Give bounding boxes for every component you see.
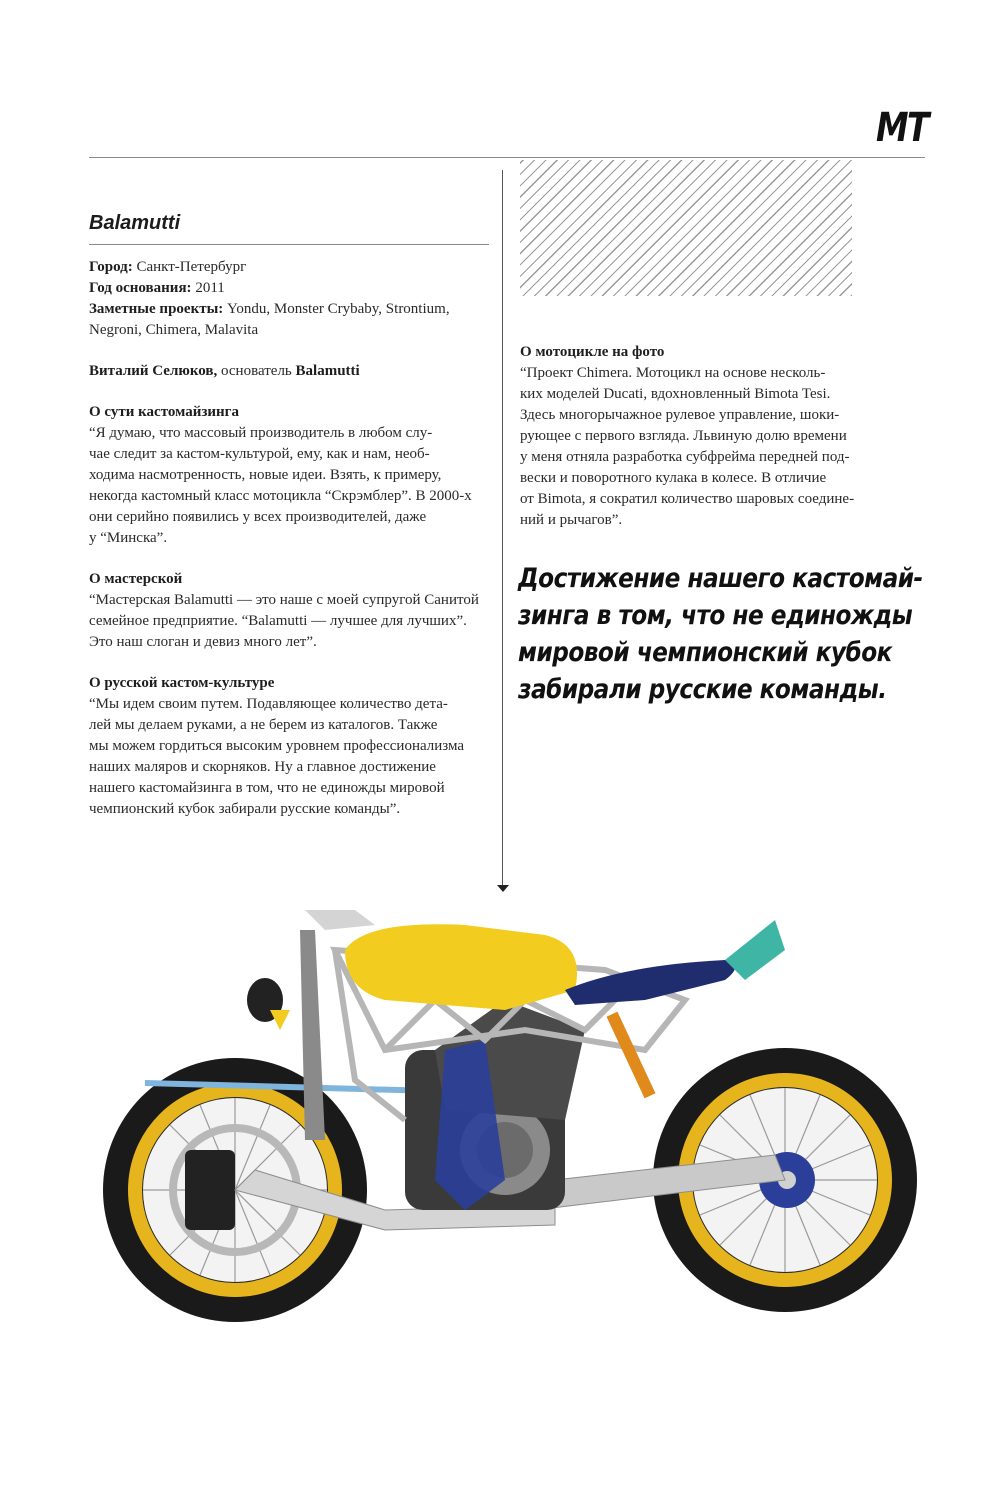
left-column bbox=[89, 208, 489, 820]
body-line: рующее с первого взгляда. Львиную долю времени bbox=[520, 428, 847, 444]
section-heading: О мотоцикле на фото bbox=[520, 344, 665, 360]
body-line: у “Минска”. bbox=[89, 530, 168, 546]
body-line: вески и поворотного кулака в колесе. В отличие bbox=[520, 470, 827, 486]
fact-label: Город: bbox=[89, 259, 133, 275]
fact-label: Заметные проекты: bbox=[89, 301, 224, 317]
fact-value: 2011 bbox=[191, 280, 225, 296]
fact-value: Санкт-Петербург bbox=[132, 259, 247, 275]
body-line: чае следит за кастом-культурой, ему, как и нам, необ- bbox=[89, 446, 430, 462]
body-line: ходима насмотренность, новые идеи. Взять, к примеру, bbox=[89, 467, 442, 483]
fact-projects-cont: Negroni, Chimera, Malavita bbox=[89, 322, 259, 338]
body-line: ний и рычагов”. bbox=[520, 512, 623, 528]
fact-projects bbox=[89, 299, 489, 320]
fact-value: Yondu, Monster Crybaby, Strontium, bbox=[223, 301, 450, 317]
body-line: “Проект Chimera. Мотоцикл на основе несколь- bbox=[520, 365, 826, 381]
body-line: “Я думаю, что массовый производитель в любом слу- bbox=[89, 425, 433, 441]
body-line: нашего кастомайзинга в том, что не единожды мировой bbox=[89, 780, 445, 796]
body-line: от Bimota, я сократил количество шаровых соедине- bbox=[520, 491, 855, 507]
pull-quote-line: зинга в том, что не единожды bbox=[518, 600, 913, 631]
section-heading: О сути кастомайзинга bbox=[89, 404, 239, 420]
section-heading: О русской кастом-культуре bbox=[89, 675, 275, 691]
body-line: некогда кастомный класс мотоцикла “Скрэмблер”. В 2000-х bbox=[89, 488, 472, 504]
pull-quote-line: Достижение нашего кастомай- bbox=[518, 563, 923, 594]
body-line: ких моделей Ducati, вдохновленный Bimota Tesi. bbox=[520, 386, 831, 402]
body-line: мы можем гордиться высоким уровнем профессионализма bbox=[89, 738, 465, 754]
header-rule bbox=[89, 157, 925, 158]
body-line: чемпионский кубок забирали русские команды”. bbox=[89, 801, 401, 817]
body-line: у меня отняла разработка субфрейма передней под- bbox=[520, 449, 850, 465]
fuel-tank bbox=[345, 924, 577, 1010]
person-line bbox=[89, 361, 489, 382]
right-column bbox=[520, 342, 920, 531]
column-divider bbox=[502, 170, 503, 885]
fact-city bbox=[89, 257, 489, 278]
company-rule bbox=[89, 244, 489, 245]
body-line: семейное предприятие. “Balamutti — лучшее для лучших”. bbox=[89, 613, 467, 629]
body-line: они серийно появились у всех производителей, даже bbox=[89, 509, 427, 525]
person-role: основатель bbox=[217, 363, 296, 379]
body-line: Здесь многорычажное рулевое управление, шоки- bbox=[520, 407, 840, 423]
hatched-box bbox=[520, 160, 852, 296]
body-line: Это наш слоган и девиз много лет”. bbox=[89, 634, 317, 650]
exhaust-tip bbox=[725, 920, 785, 980]
person-company: Balamutti bbox=[295, 363, 360, 379]
pull-quote-line: забирали русские команды. bbox=[518, 674, 887, 705]
fact-founded bbox=[89, 278, 489, 299]
body-line: наших маляров и скорняков. Ну а главное достижение bbox=[89, 759, 436, 775]
fact-label: Год основания: bbox=[89, 280, 192, 296]
body-line: “Мастерская Balamutti — это наше с моей супругой Санитой bbox=[89, 592, 479, 608]
company-name: Balamutti bbox=[89, 212, 181, 234]
body-line: “Мы идем своим путем. Подавляющее количество дета- bbox=[89, 696, 448, 712]
person-name: Виталий Селюков, bbox=[89, 363, 218, 379]
section-heading: О мастерской bbox=[89, 571, 183, 587]
motorcycle-photo bbox=[85, 880, 975, 1350]
body-line: лей мы делаем руками, а не берем из каталогов. Также bbox=[89, 717, 438, 733]
pull-quote-line: мировой чемпионский кубок bbox=[518, 637, 892, 668]
pull-quote bbox=[518, 560, 958, 708]
magazine-logo: MT bbox=[876, 105, 928, 151]
